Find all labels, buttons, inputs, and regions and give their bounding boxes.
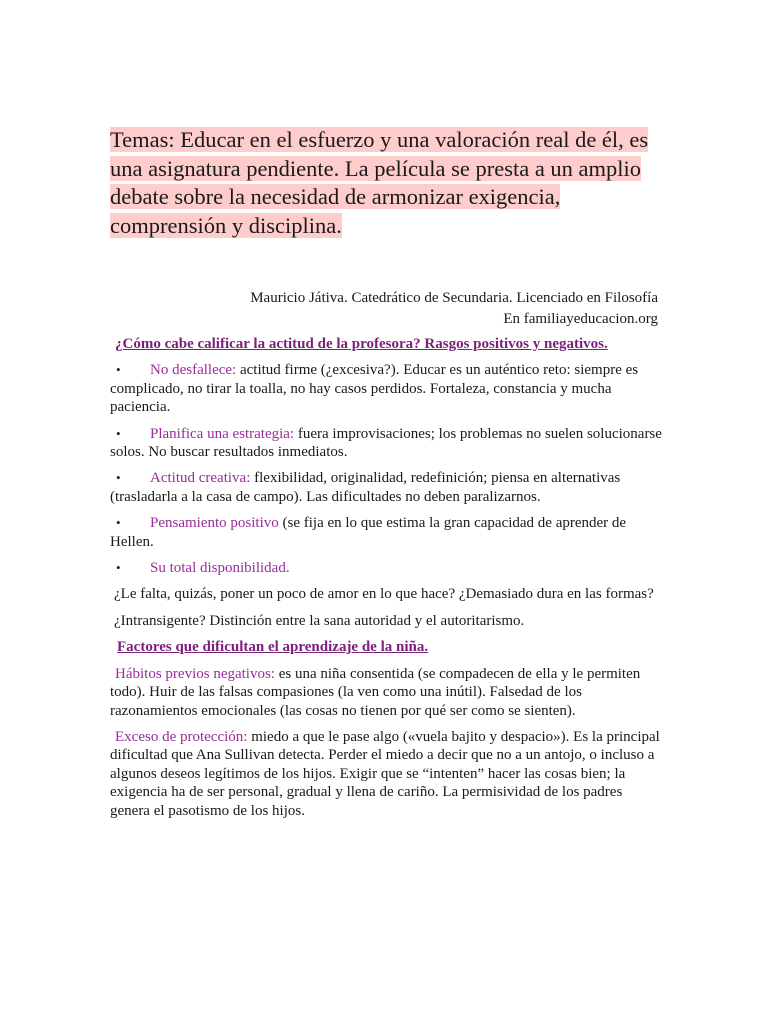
list-item	[110, 425, 662, 462]
bullet-text: actitud firme (¿excesiva?). Educar es un auténtico reto: siempre es complicado, no tirar la toalla, no hay casos perdidos. Fortaleza, constancia y mucha paciencia.	[110, 362, 639, 416]
list-item	[110, 559, 662, 577]
bullet-label: Pensamiento positivo	[150, 515, 279, 532]
bullet-label: No desfallece:	[150, 362, 237, 379]
factor-paragraph	[110, 728, 662, 820]
factor-paragraph	[110, 665, 662, 720]
question-text: ¿Le falta, quizás, poner un poco de amor en lo que hace? ¿Demasiado dura en las formas?	[114, 586, 654, 603]
bullet-icon: •	[116, 362, 121, 378]
list-item	[110, 469, 662, 506]
question-text: ¿Intransigente? Distinción entre la sana autoridad y el autoritarismo.	[114, 612, 525, 629]
section-heading: Factores que dificultan el aprendizaje de la niña.	[117, 639, 429, 656]
author-credentials: Mauricio Játiva. Catedrático de Secundaria. Licenciado en Filosofía	[250, 290, 658, 306]
factor-text: es una niña consentida (se compadecen de ella y le permiten todo). Huir de las falsas compasiones (la ven como una inútil). Falsedad de los razonamientos emocionales (las cosas no tienen por qué ser como se sienten).	[110, 665, 641, 719]
bullet-text: fuera improvisaciones; los problemas no suelen solucionarse solos. No buscar resultados inmediatos.	[110, 425, 662, 461]
list-item	[110, 361, 662, 416]
author-source: En familiayeducacion.org	[503, 311, 658, 327]
bullet-icon: •	[116, 560, 121, 576]
author-block	[110, 288, 658, 330]
factor-label: Exceso de protección:	[115, 728, 248, 745]
bullet-icon: •	[116, 515, 121, 531]
theme-text: Temas: Educar en el esfuerzo y una valoración real de él, es una asignatura pendiente. La película se presta a un amplio debate sobre la necesidad de armonizar exigencia, comprensión y disciplina.	[110, 127, 649, 238]
bullet-text: (se fija en lo que estima la gran capacidad de aprender de Hellen.	[110, 515, 627, 550]
list-item	[110, 514, 662, 551]
document-body	[110, 335, 662, 828]
bullet-icon: •	[116, 425, 121, 441]
bullet-text: flexibilidad, originalidad, redefinición; piensa en alternativas (trasladarla a la casa de campo). Las dificultades no deben paralizarnos.	[110, 470, 621, 505]
factor-text: miedo a que le pase algo («vuela bajito y despacio»). Es la principal dificultad que Ana Sullivan detecta. Perder el miedo a decir que no a un antojo, o incluso a algunos deseos legítimos de los hijos. Exigir que se “intenten” hacer las cosas bien; la exigencia ha de ser personal, gradual y llena de cariño. La permisividad de los padres genera el pasotismo de los hijos.	[110, 728, 660, 819]
bullet-label: Planifica una estrategia:	[150, 425, 295, 442]
question-heading: ¿Cómo cabe calificar la actitud de la profesora? Rasgos positivos y negativos.	[115, 336, 608, 352]
bullet-icon: •	[116, 470, 121, 486]
theme-highlight	[110, 126, 670, 240]
bullet-label: Su total disponibilidad.	[150, 560, 290, 577]
bullet-label: Actitud creativa:	[150, 470, 251, 487]
factor-label: Hábitos previos negativos:	[115, 665, 275, 682]
